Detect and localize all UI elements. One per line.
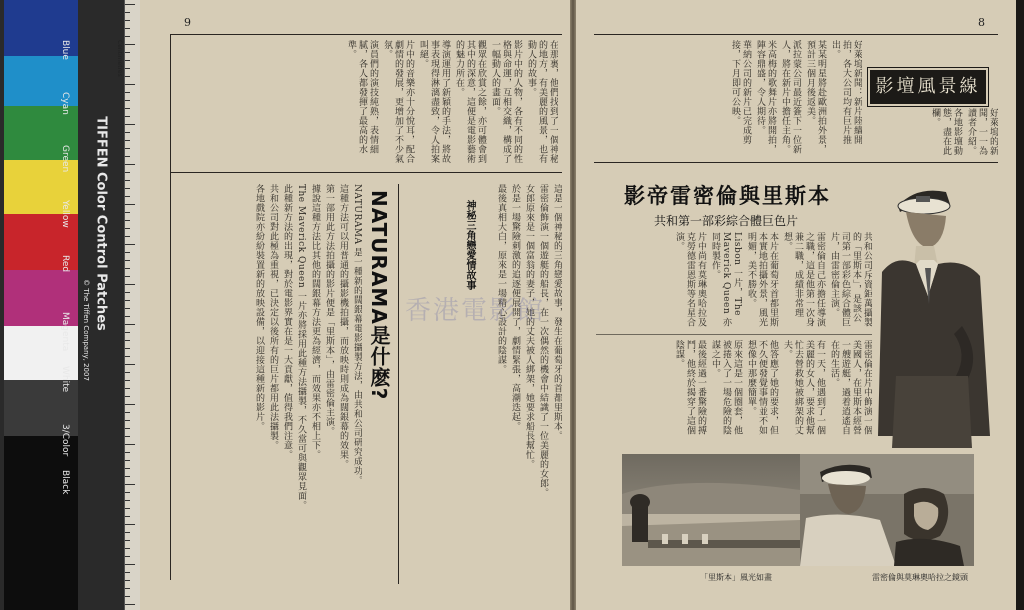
ruler-tick (125, 28, 130, 29)
ruler-tick (125, 100, 130, 101)
ruler-tick (125, 580, 130, 581)
ruler-tick (125, 396, 130, 397)
milland-ohara-drawing (800, 454, 974, 566)
column-side-text: 好萊塢的新聞，一一為讀者介紹。 各地影壇動態，盡在此欄。 (930, 108, 998, 156)
brand-line: TIFFEN Color Control Patches (93, 116, 109, 331)
ruler-tick (125, 300, 130, 301)
color-label: Magenta (60, 312, 70, 352)
ruler-tick (125, 164, 135, 165)
ruler-tick (125, 420, 130, 421)
ruler-tick (125, 516, 130, 517)
actor-photo-drawing (876, 176, 996, 448)
ruler-tick (125, 196, 130, 197)
ruler-tick (125, 388, 130, 389)
color-label: White (60, 366, 70, 393)
ruler-tick (125, 108, 130, 109)
ruler-tick (125, 556, 130, 557)
actor-photo (876, 176, 996, 448)
lisbon-scenery-photo (622, 454, 800, 566)
ruler-tick (125, 268, 130, 269)
ruler-tick (125, 340, 130, 341)
naturama-article-text: NATURAMA 是一種新的闊銀幕電影攝製方法，由共和公司研究成功。 這種方法可以用普通的攝影機拍攝，而放映時則成為闊銀幕的效果。 第一部用此方法拍攝的影片便是「里斯本」，由雷密倫主演。 據說這種方法比其他的闊銀幕方法更為經濟，而效果亦不相上下。 The Maverick Queen 一片亦將採用此種方法攝製，不久當可與觀眾見面。 此種新方法的出現，對於電影界實在是一大貢獻，值得我們注意。 共和公司對此極為重視，已決定以後所有的巨片都用此法攝製。 各地戲院亦紛紛裝置新的放映設備，以迎接這種新的影片。 (254, 184, 362, 510)
ruler-tick (125, 588, 130, 589)
ruler-tick (125, 132, 130, 133)
ruler-tick (125, 228, 130, 229)
ruler-tick (125, 508, 130, 509)
ruler-tick (125, 316, 130, 317)
color-label: Green (60, 145, 70, 173)
right-page (576, 0, 1016, 610)
ruler-tick (125, 212, 130, 213)
main-article-lower: 雷密倫在片中飾演一個美國人，在里斯本經營一艘遊艇，過着逍遙自在的生活。 有一天，他遇到了一個美麗的女人，要求他幫忙去營救她被綁架的丈夫。 他答應了她的要求，但不久便發覺事情並不如想像中那麼簡單。 原來這是一個圈套，他被捲入了一場危險的陰謀之中。 最後經過一番驚險的搏鬥，他終於揭穿了這個陰謀。 (674, 340, 872, 435)
ruler-tick (125, 348, 130, 349)
ruler-tick (125, 244, 135, 245)
ruler-tick (125, 236, 130, 237)
ruler-tick (125, 412, 130, 413)
archive-watermark: 香港電影館 (405, 296, 546, 326)
color-label: 3/Color (60, 424, 70, 457)
ruler-tick (125, 260, 130, 261)
ruler-tick (125, 468, 130, 469)
color-patch-black (4, 436, 78, 610)
main-title: 影帝雷密倫與里斯本 (624, 183, 831, 208)
sub-title: 共和第一部彩綜合體巨色片 (654, 214, 799, 228)
ruler-tick (125, 444, 135, 445)
lisbon-scenery-drawing (622, 454, 800, 566)
ruler-tick (125, 204, 135, 205)
copyright-line: © The Tiffen Company, 2007 (82, 279, 90, 381)
ruler-tick (125, 4, 135, 5)
color-label: Cyan (60, 92, 70, 115)
top-article-text: 在那裏，他們找到了一個神秘的地方，有美麗的風景，也有動人的故事。 影片中的人物，各有不同的性格與命運，互相交織，構成了一幅動人的畫面。 觀眾在欣賞之餘，亦可體會到其中的深意，這便是電影藝術的魅力所在。 導演運用了新穎的手法，將故事表現得淋漓盡致，令人拍案叫絕。 片中的音樂亦十分悅耳，配合劇情的發展，更增加了不少氣氛。 演員們的演技純熟，表情細膩，各人都發揮了最高的水準。 (346, 40, 558, 164)
ruler-tick (125, 332, 130, 333)
love-story-subhead: 神秘三角戀愛情故事 (464, 200, 475, 290)
ruler-tick (125, 180, 130, 181)
ruler-tick (125, 220, 130, 221)
ruler-tick (125, 404, 135, 405)
column-banner-text: 影壇風景線 (875, 76, 981, 97)
strip-labels (78, 6, 124, 606)
ruler-tick (125, 76, 130, 77)
ruler-tick (125, 292, 130, 293)
ruler-tick (125, 524, 135, 525)
ruler-tick (125, 548, 130, 549)
ruler-label: Centimetres (116, 40, 123, 77)
ruler-tick (125, 188, 130, 189)
ruler-tick (125, 572, 130, 573)
ruler-tick (125, 60, 130, 61)
ruler-tick (125, 44, 135, 45)
ruler-tick (125, 500, 130, 501)
ruler-tick (125, 68, 130, 69)
ruler-tick (125, 116, 130, 117)
column-banner (868, 68, 988, 106)
ruler-tick (125, 324, 135, 325)
ruler-tick (125, 92, 130, 93)
color-label: Yellow (60, 200, 70, 228)
ruler-tick (125, 84, 135, 85)
ruler-tick (125, 428, 130, 429)
ruler-tick (125, 276, 130, 277)
ruler-tick (125, 156, 130, 157)
main-article-upper: 共和公司斥資鉅萬攝製的「里斯本」，是該公司第一部彩色綜合體巨片，由雷密倫主演。 雷密倫自己亦擔任導演之職，這是他第一次身兼二職，成績非常理想。 本片在葡萄牙首都里斯本實地拍攝外景，風光明媚，美不勝收。 Lisbon 一片，The Maverick Queen 亦同時製作。 片中尚有莫琳奧哈拉及克勞德雷恩斯等名星合演。 (674, 232, 872, 328)
ruler-tick (125, 52, 130, 53)
love-story-text: 這是一個神秘的三角戀愛故事，發生在葡萄牙的首都里斯本。 雷密倫飾演一個遊艇的船長，在一次偶然的機會中結識了一位美麗的女郎。 女郎原來是一個富翁的妻子，她的丈夫被人綁架，她要求船長幫忙。 於是一場驚險刺激的追逐便展開了，劇情緊張，高潮迭起。 最後真相大白，原來是一場精心設計的陰謀。 (496, 184, 562, 498)
ruler-tick (125, 36, 130, 37)
ruler-tick (125, 564, 135, 565)
ruler-tick (125, 532, 130, 533)
ruler-tick (125, 148, 130, 149)
ruler-tick (125, 476, 130, 477)
ruler-tick (125, 492, 130, 493)
ruler-tick (125, 20, 130, 21)
ruler-tick (125, 308, 130, 309)
ruler-tick (125, 372, 130, 373)
ruler-tick (125, 364, 135, 365)
ruler-tick (125, 124, 135, 125)
ruler-tick (125, 12, 130, 13)
milland-ohara-photo (800, 454, 974, 566)
caption-right: 雷密倫與莫琳奧哈拉之鏡頭 (872, 573, 968, 582)
page-number-right: 8 (978, 16, 985, 29)
ruler-tick (125, 452, 130, 453)
ruler-tick (125, 380, 130, 381)
ruler-tick (125, 252, 130, 253)
ruler-tick (125, 172, 130, 173)
column-top-text: 好萊塢新聞：新片陸續開拍，各大公司均有巨片推出。 某某明星將赴歐洲拍外景，預計三個月後返美。 派拉蒙公司最近簽下一位新人，將在新片中擔任主角。 米高梅的歌舞片亦將開拍，陣容鼎盛，令人期待。 華納公司的新片已完成剪接，下月即可公映。 (730, 40, 862, 154)
ruler-tick (125, 284, 135, 285)
caption-left: 「里斯本」風光如畫 (700, 573, 772, 582)
ruler-tick (125, 484, 135, 485)
ruler-tick (125, 436, 130, 437)
ruler-tick (125, 540, 130, 541)
color-label: Blue (60, 40, 70, 60)
color-label: Red (60, 255, 70, 273)
page-number-left: 9 (184, 16, 191, 29)
centimetre-ruler (116, 0, 141, 610)
ruler-tick (125, 140, 130, 141)
color-label: Black (60, 470, 70, 495)
ruler-tick (125, 356, 130, 357)
ruler-tick (125, 596, 130, 597)
ruler-tick (125, 460, 130, 461)
naturama-headline: NATURAMA是什麽? (367, 190, 391, 401)
color-control-strip (0, 0, 140, 610)
ruler-tick (125, 604, 135, 605)
